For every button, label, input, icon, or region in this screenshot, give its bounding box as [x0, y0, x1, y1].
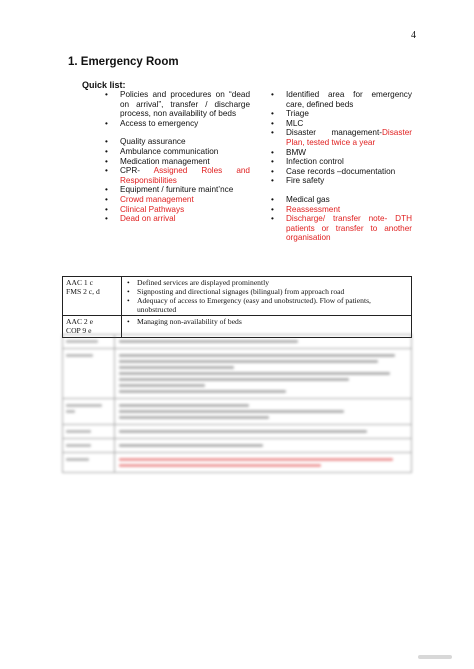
table-list-item: • Signposting and directional signages (bilingual) from approach road: [125, 287, 408, 296]
standards-table: [62, 276, 412, 338]
standard-code-cell: AAC 2 e COP 9 e: [63, 316, 122, 338]
list-item: • Discharge/ transfer note- DTH patients or transfer to another organisation: [270, 214, 412, 243]
list-item: • Access to emergency: [104, 119, 250, 129]
list-item: • Fire safety: [270, 176, 412, 186]
list-item: • Case records –documentation: [270, 167, 412, 177]
list-item: • Clinical Pathways: [104, 205, 250, 215]
list-item: • Medication management: [104, 157, 250, 167]
blurred-row: [62, 453, 412, 473]
list-item: • Policies and procedures on “dead on arrival”, transfer / discharge process, non availability of beds: [104, 90, 250, 119]
list-item: • Infection control: [270, 157, 412, 167]
list-item: • MLC: [270, 119, 412, 129]
list-item: • Equipment / furniture maint’nce: [104, 185, 250, 195]
table-row: [63, 277, 412, 316]
blurred-row: [62, 334, 412, 349]
list-item: • Triage: [270, 109, 412, 119]
table-list-item: • Adequacy of access to Emergency (easy and unobstructed). Flow of patients, unobstructed: [125, 296, 408, 314]
list-item: • Medical gas: [270, 195, 412, 205]
blurred-row: [62, 425, 412, 439]
table-list-item: • Managing non-availability of beds: [125, 317, 408, 326]
blurred-row: [62, 399, 412, 425]
list-item: • Identified area for emergency care, defined beds: [270, 90, 412, 109]
list-item: • Crowd management: [104, 195, 250, 205]
quick-list-left-column: [104, 90, 250, 224]
blurred-row: [62, 439, 412, 453]
section-heading: 1. Emergency Room: [68, 56, 179, 68]
standard-code-cell: AAC 1 c FMS 2 c, d: [63, 277, 122, 316]
list-item: • Quality assurance: [104, 137, 250, 147]
list-item: • Ambulance communication: [104, 147, 250, 157]
list-item: • Reassessment: [270, 205, 412, 215]
standard-items-cell: [122, 277, 412, 316]
quick-list-right-column: [270, 90, 412, 243]
table-list-item: • Defined services are displayed prominently: [125, 278, 408, 287]
blurred-preview-region: [62, 334, 412, 473]
list-item: • Disaster management-Disaster Plan, tested twice a year: [270, 128, 412, 147]
list-item: • BMW: [270, 148, 412, 158]
page-number: 4: [411, 30, 416, 41]
list-item: • Dead on arrival: [104, 214, 250, 224]
watermark: [418, 655, 452, 659]
quick-list-label: Quick list:: [82, 80, 126, 90]
list-item: • CPR- Assigned Roles and Responsibilities: [104, 166, 250, 185]
blurred-row: [62, 349, 412, 399]
